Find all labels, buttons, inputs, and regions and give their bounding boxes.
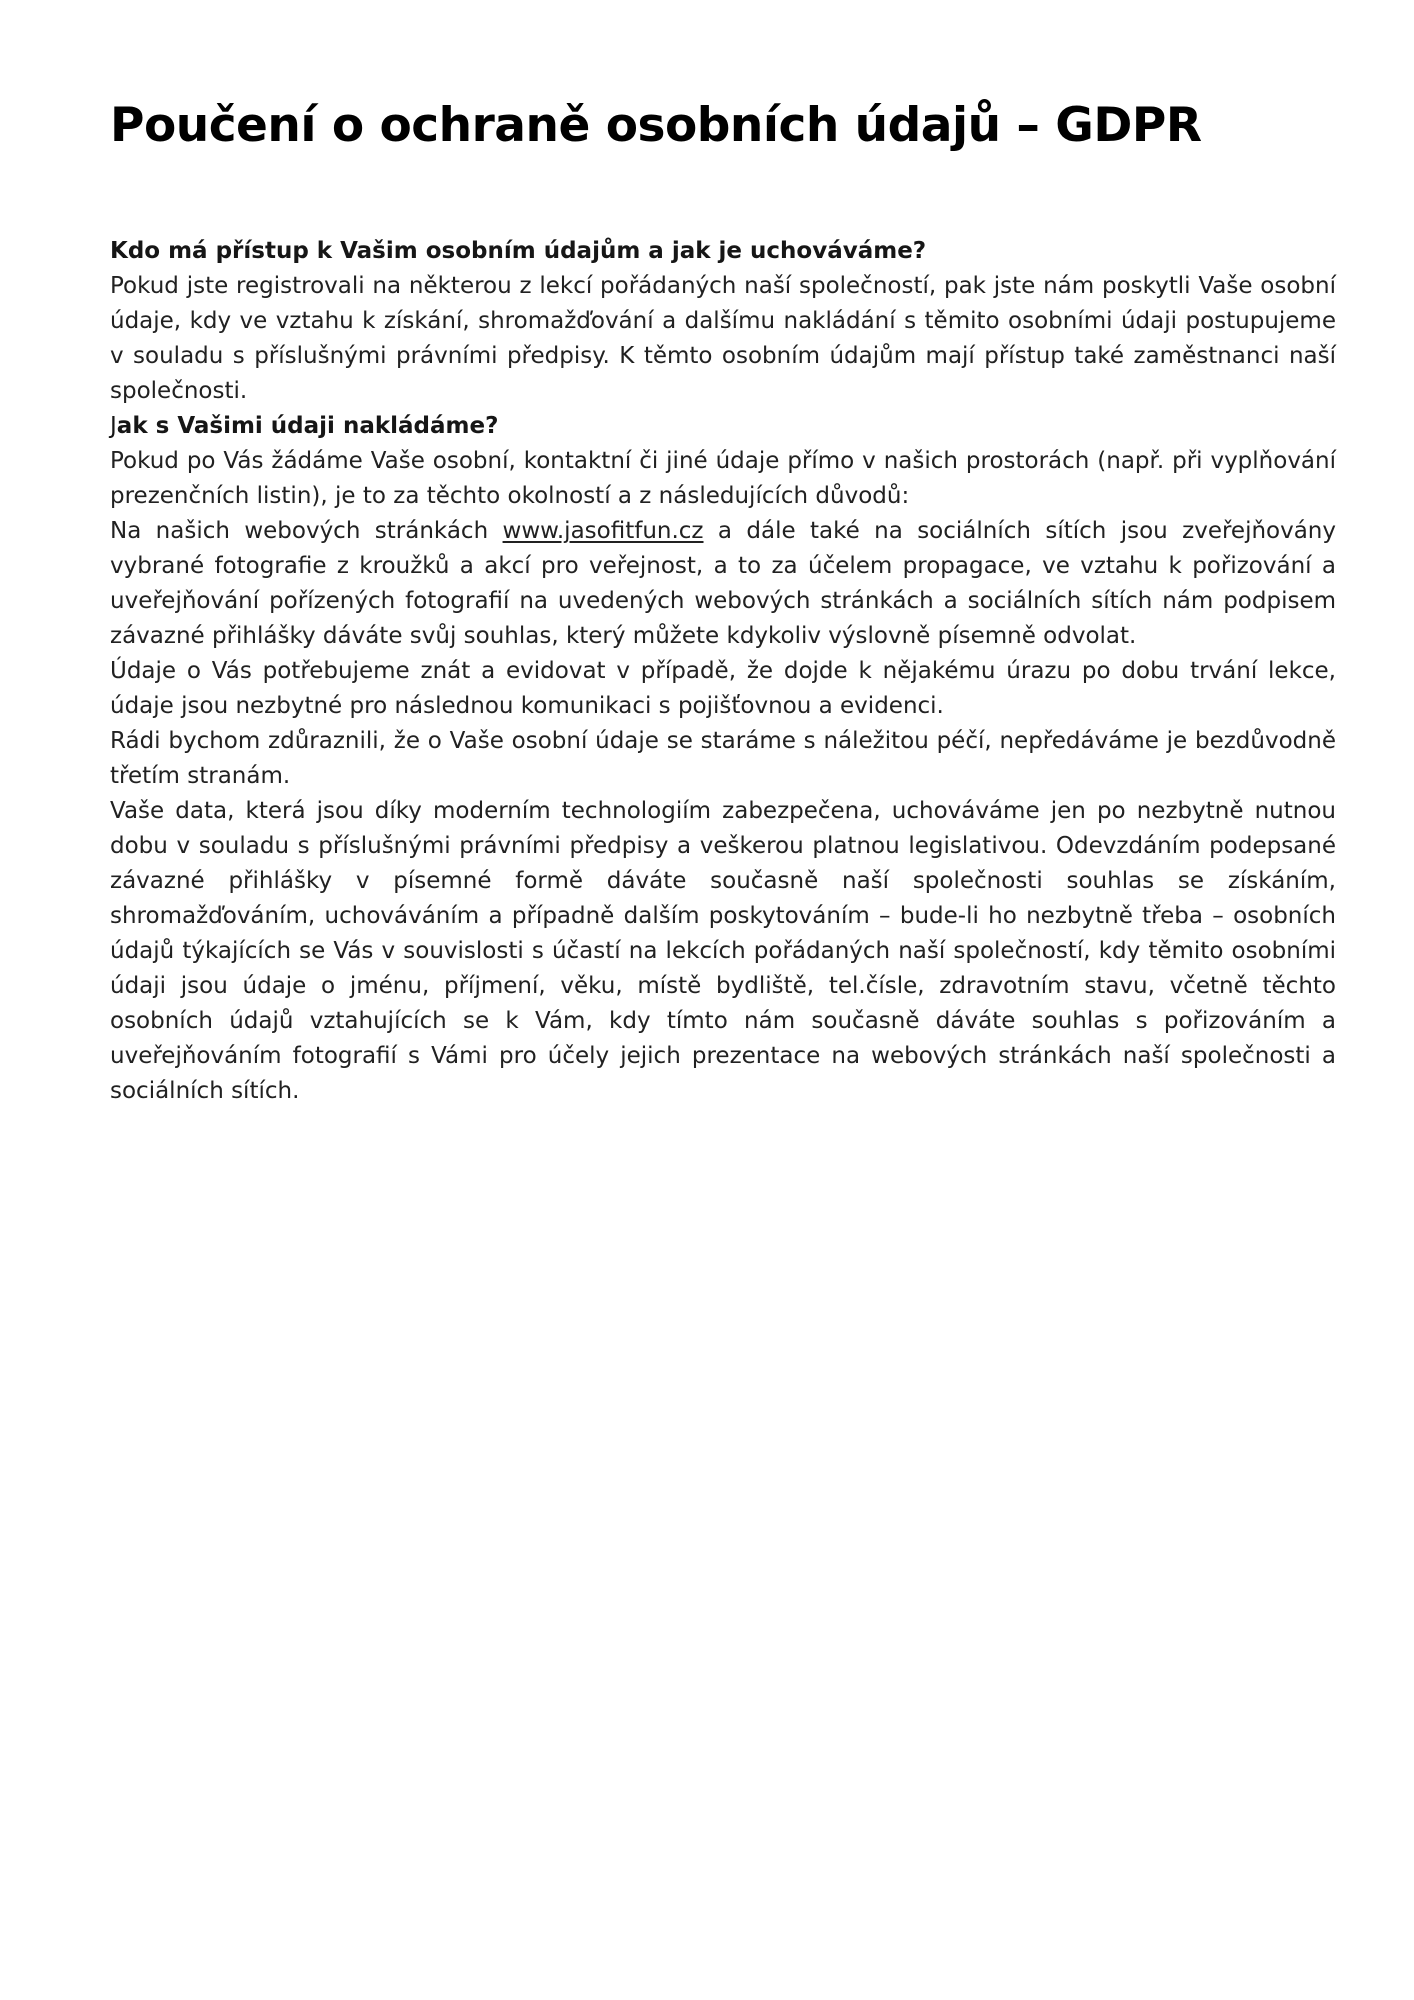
paragraph-photo-publication bbox=[110, 514, 1336, 654]
paragraph-registration-data: Pokud jste registrovali na některou z lekcí pořádaných naší společností, pak jste nám poskytli Vaše osobní údaje, kdy ve vztahu k získání, shromažďování a dalšímu nakládání s těmito osobními údaji postupujeme v souladu s příslušnými právními předpisy. K těmto osobním údajům mají přístup také zaměstnanci naší společnosti. bbox=[110, 273, 1336, 405]
document-body bbox=[110, 234, 1336, 1109]
paragraph-data-care: Rádi bychom zdůraznili, že o Vaše osobní údaje se staráme s náležitou péčí, nepředáváme je bezdůvodně třetím stranám. bbox=[110, 728, 1336, 790]
paragraph-photo-publication-after-link: a dále také na sociálních sítích jsou zveřejňovány vybrané fotografie z kroužků a akcí pro veřejnost, a to za účelem propagace, ve vztahu k pořizování a uveřejňování pořízených fotografií na uvedených webových stránkách a sociálních sítích nám podpisem závazné přihlášky dáváte svůj souhlas, který můžete kdykoliv výslovně písemně odvolat. bbox=[110, 518, 1336, 650]
paragraph-injury-records: Údaje o Vás potřebujeme znát a evidovat v případě, že dojde k nějakému úrazu po dobu trvání lekce, údaje jsou nezbytné pro následnou komunikaci s pojišťovnou a evidenci. bbox=[110, 658, 1336, 720]
website-link[interactable]: www.jasofitfun.cz bbox=[502, 518, 704, 545]
paragraph-consent-scope: Vaše data, která jsou díky moderním technologiím zabezpečena, uchováváme jen po nezbytně nutnou dobu v souladu s příslušnými právními předpisy a veškerou platnou legislativou. Odevzdáním podepsané závazné přihlášky v písemné formě dáváte současně naší společnosti souhlas se získáním, shromažďováním, uchováváním a případně dalším poskytováním – bude-li ho nezbytně třeba – osobních údajů týkajících se Vás v souvislosti s účastí na lekcích pořádaných naší společností, kdy těmito osobními údaji jsou údaje o jménu, příjmení, věku, místě bydliště, tel.čísle, zdravotním stavu, včetně těchto osobních údajů vztahujících se k Vám, kdy tímto nám současně dáváte souhlas s pořizováním a uveřejňováním fotografií s Vámi pro účely jejich prezentace na webových stránkách naší společnosti a sociálních sítích. bbox=[110, 798, 1336, 1105]
heading-data-handling bbox=[110, 409, 1336, 444]
heading-data-handling-prefix: J bbox=[110, 413, 117, 440]
paragraph-collection-context: Pokud po Vás žádáme Vaše osobní, kontaktní či jiné údaje přímo v našich prostorách (např. při vyplňování prezenčních listin), je to za těchto okolností a z následujících důvodů: bbox=[110, 448, 1336, 510]
paragraph-photo-publication-before-link: Na našich webových stránkách bbox=[110, 518, 503, 545]
heading-data-access: Kdo má přístup k Vašim osobním údajům a jak je uchováváme? bbox=[110, 238, 927, 265]
document-title: Poučení o ochraně osobních údajů – GDPR bbox=[110, 98, 1202, 153]
heading-data-handling-text: ak s Vašimi údaji nakládáme? bbox=[116, 413, 499, 440]
